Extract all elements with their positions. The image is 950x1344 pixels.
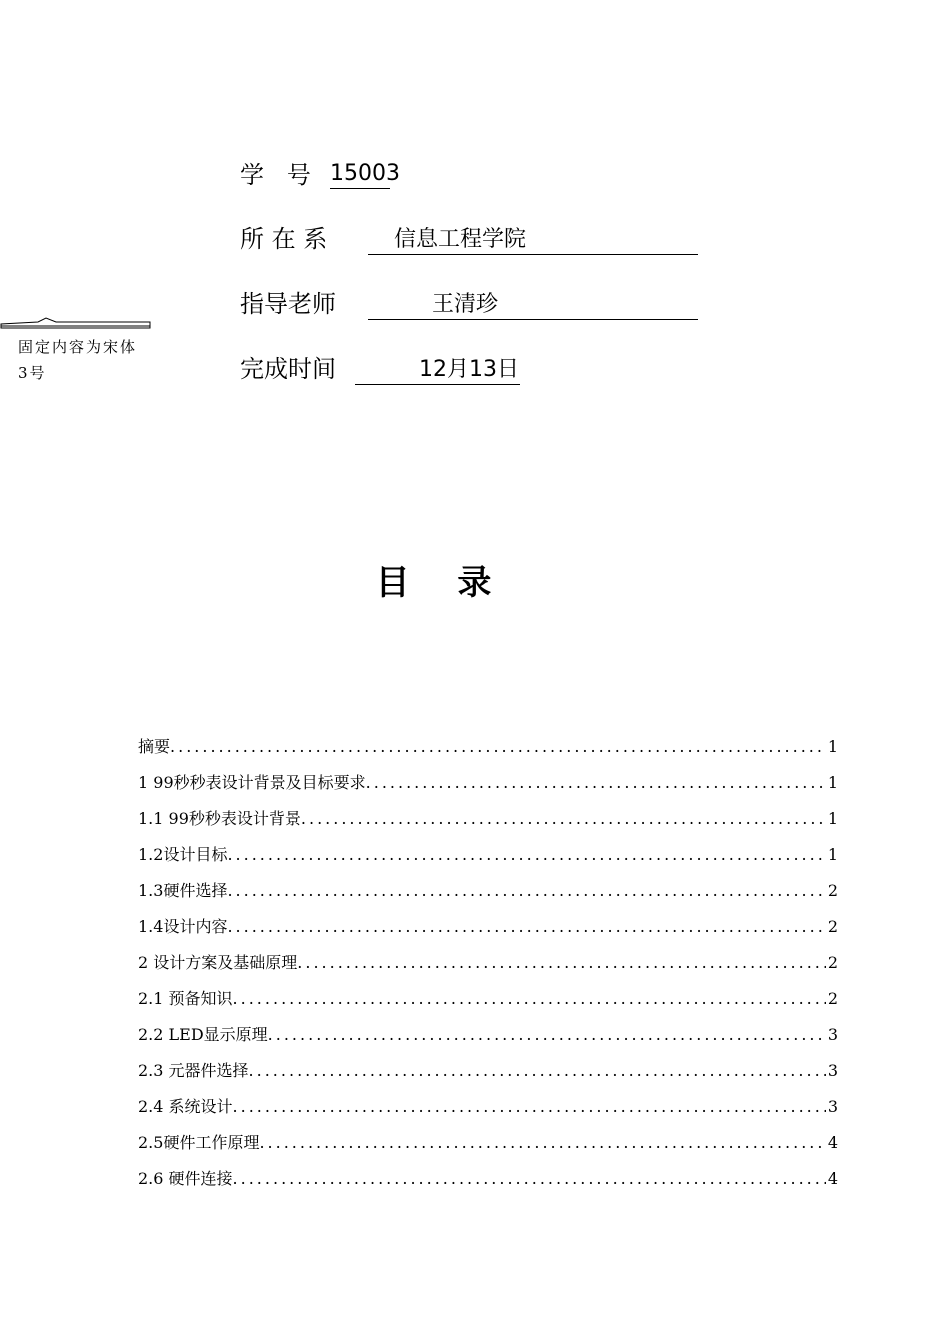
toc-leader-dots [233,1169,826,1188]
toc-leader-dots [233,989,826,1008]
toc-leader-dots [170,737,826,756]
student-id-value: 15003 [330,160,390,189]
format-note-callout [0,316,155,396]
toc-page-number: 2 [827,953,838,972]
toc-entry-text: 1.3硬件选择 [138,881,228,900]
toc-entry[interactable] [138,1130,838,1166]
callout-bracket-icon [0,316,152,330]
toc-entry[interactable] [138,1058,838,1094]
toc-leader-dots [301,809,826,828]
toc-leader-dots [297,953,826,972]
toc-page-number: 2 [827,917,838,936]
advisor-label: 指导老师 [240,290,336,318]
toc-entry[interactable] [138,1022,838,1058]
completion-label: 完成时间 [240,355,336,383]
toc-entry-text: 摘要 [138,737,171,756]
toc-entry-text: 2.1 预备知识 [138,989,233,1008]
toc-leader-dots [233,1097,826,1116]
toc-entry-text: 1.4设计内容 [138,917,228,936]
toc-page-number: 1 [827,737,838,756]
toc-entry[interactable] [138,1094,838,1130]
toc-leader-dots [268,1025,826,1044]
toc-entry[interactable] [138,1166,838,1202]
toc-entry-text: 2 设计方案及基础原理 [138,953,298,972]
toc-page-number: 3 [827,1025,838,1044]
toc-page-number: 1 [827,845,838,864]
student-id-label: 学 号 [240,161,311,189]
toc-list [138,734,838,1202]
toc-entry-text: 2.2 LED显示原理 [138,1025,268,1044]
toc-entry-text: 2.4 系统设计 [138,1097,233,1116]
toc-entry-text: 2.5硬件工作原理 [138,1133,260,1152]
advisor-value: 王清珍 [432,292,499,317]
toc-entry-text: 2.6 硬件连接 [138,1169,233,1188]
toc-entry-text: 1.2设计目标 [138,845,228,864]
toc-entry-text: 1 99秒秒表设计背景及目标要求 [138,773,366,792]
callout-text: 固定内容为宋体3号 [18,338,138,382]
toc-page-number: 3 [827,1061,838,1080]
toc-page-number: 2 [827,989,838,1008]
toc-leader-dots [227,845,825,864]
toc-entry[interactable] [138,914,838,950]
toc-entry[interactable] [138,950,838,986]
toc-leader-dots [366,773,826,792]
toc-title: 目 录 [375,563,510,603]
toc-entry-text: 2.3 元器件选择 [138,1061,249,1080]
toc-page-number: 2 [827,881,838,900]
toc-leader-dots [227,917,825,936]
toc-entry[interactable] [138,878,838,914]
department-label: 所 在 系 [240,225,328,253]
department-value-field [368,226,698,255]
toc-entry[interactable] [138,842,838,878]
toc-leader-dots [249,1061,826,1080]
toc-entry[interactable] [138,986,838,1022]
advisor-value-field [368,291,698,320]
department-value: 信息工程学院 [394,227,527,252]
toc-page-number: 3 [827,1097,838,1116]
toc-page-number: 4 [827,1169,838,1188]
toc-page-number: 1 [827,773,838,792]
toc-entry[interactable] [138,806,838,842]
toc-entry[interactable] [138,734,838,770]
toc-leader-dots [227,881,825,900]
completion-value: 12月13日 [419,357,519,382]
toc-page-number: 1 [827,809,838,828]
toc-page-number: 4 [827,1133,838,1152]
toc-entry-text: 1.1 99秒秒表设计背景 [138,809,301,828]
toc-entry[interactable] [138,770,838,806]
toc-leader-dots [259,1133,825,1152]
completion-value-field [355,356,520,385]
